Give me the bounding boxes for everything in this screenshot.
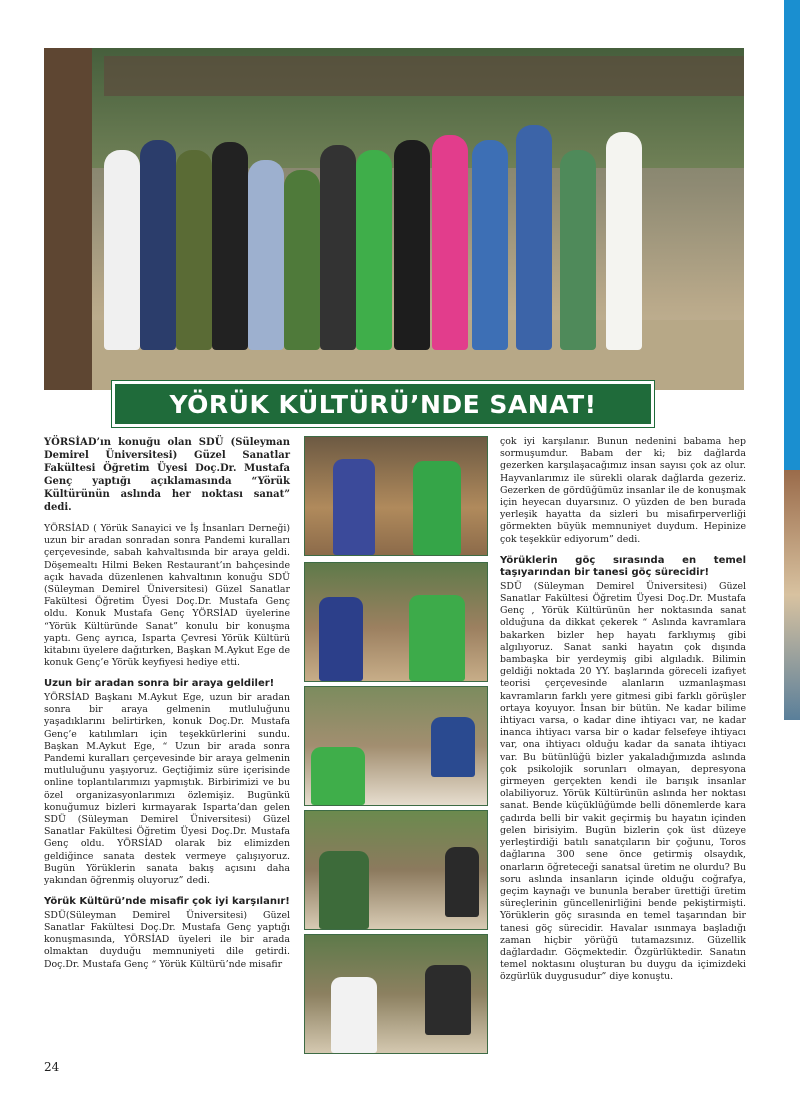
photo-person <box>104 150 140 350</box>
paragraph: SDÜ(Süleyman Demirel Üniversitesi) Güzel Sanatlar Fakültesi Doç.Dr. Mustafa Genç yaptığı konuşmasında, YÖRSİAD üyeleri ile bir arada olmaktan duyduğu memnuniyeti dile getirdi. Doç.Dr. Mustafa Genç “ Yörük Kültürü’nde misafir <box>44 909 290 970</box>
photo-person <box>176 150 212 350</box>
photo-person <box>432 135 468 350</box>
page-number: 24 <box>44 1060 60 1074</box>
photo-person <box>356 150 392 350</box>
photo-person <box>140 140 176 350</box>
subheading: Yörüklerin göç sırasında en temel taşıyarından bir tanesi göç sürecidir! <box>500 554 746 579</box>
photo-awning <box>104 56 744 96</box>
article-title: YÖRÜK KÜLTÜRÜ’NDE SANAT! <box>169 389 597 419</box>
paragraph: YÖRSİAD Başkanı M.Aykut Ege, uzun bir aradan sonra bir araya gelmenin mutluluğunu yaşadıklarını belirtirken, konuk Doç.Dr. Mustafa Genç’e katılımları için teşekkürlerini sundu. Başkan M.Aykut Ege, “ Uzun bir arada sonra Pandemi kuralları çerçevesinde bir araya gelmenin mutluluğunu yaşıyoruz. Geçtiğimiz süre içerisinde online toplantılarımızı yapmıştık. Birbirimizi ve bu özel organizasyonlarımızı özlemişiz. Bugünkü konuğumuz bizleri kırmayarak Isparta’dan gelen SDÜ (Süleyman Demirel Üniversitesi) Güzel Sanatlar Fakültesi Öğretim Üyesi Doç.Dr. Mustafa Genç oldu. YÖRSİAD olarak biz elimizden geldiğince sanata destek vermeye çalışıyoruz. Bugün Yörüklerin sanata bakış açısını daha yakından öğrenmiş oluyoruz” dedi. <box>44 691 290 886</box>
photo-person <box>472 140 508 350</box>
photo-person <box>516 125 552 350</box>
photo-person <box>394 140 430 350</box>
paragraph: YÖRSİAD ( Yörük Sanayici ve İş İnsanları Derneği) uzun bir aradan sonradan sonra Pandemi kuralları çerçevesinde, sabah kahvaltısında bir araya geldi. Döşemealtı Hilmi Beken Restaurant’ın bahçesinde açık havada düzenlenen kahvaltının konuğu SDÜ (Süleyman Demirel Üniversitesi) Güzel Sanatlar Fakültesi Öğretim Üyesi Doç.Dr. Mustafa Genç oldu. Konuk Mustafa Genç YÖRSİAD üyelerine “Yörük Kültüründe Sanat” konulu bir konuşma yaptı. Genç ayrıca, Isparta Çevresi Yörük Kültürü kitabını üyelere dağıtırken, Başkan M.Aykut Ege de konuk Genç’e Yörük keyfiyesi hediye etti. <box>44 523 290 669</box>
hero-group-photo <box>44 48 744 390</box>
right-text-column <box>500 436 746 993</box>
photo-person <box>606 132 642 350</box>
photo-breakfast-table-2 <box>304 810 488 930</box>
photo-person <box>284 170 320 350</box>
paragraph: çok iyi karşılanır. Bunun nedenini babama hep sormuşumdur. Babam der ki; biz dağlarda gezerken karşılaşacağımız insan sayısı çok az olur. Hayvanlarımız ile sürekli olarak dağlarda gezeriz. Gezerken de gördüğümüz insanlar ile de konuşmak için heyecan duyarsınız. O yüzden de ben burada yerleşik hayatta da sizleri bu misafirperverliği görmekten büyük memnuniyet duydum. Hepinize çok teşekkür ediyorum” dedi. <box>500 436 746 545</box>
side-photo-strip <box>784 470 800 720</box>
photo-person <box>320 145 356 350</box>
subheading: Uzun bir aradan sonra bir araya geldiler! <box>44 678 275 690</box>
left-text-column <box>44 436 290 980</box>
photo-speakers-seated <box>304 562 488 682</box>
paragraph: SDÜ (Süleyman Demirel Üniversitesi) Güzel Sanatlar Fakültesi Öğretim Üyesi Doç.Dr. Mustafa Genç , Yörük Kültürünün her noktasında sanat olduğuna da dikkat çekerek “ Aslında kavramlara bakarken bizler hep hayatı farklıymış gibi algılıyoruz. Sanat sanki hayatın çok dışında bambaşka bir yerdeymiş gibi algıladık. Bilimin geldiği noktada 20 YY. başlarında göreceli izafiyet teorisi çerçevesinde alanların uzmanlaşması kavramların farklı yere gitmesi gibi farklı görüşler ortaya koyuyor. İnsan bir bütün. Ne kadar bilime ihtiyacı varsa, o kadar dine ihtiyacı var, ne kadar inanca ihtiyacı varsa bir o kadar felsefeye ihtiyacı var, ona ihtiyacı olduğu kadar da sanata ihtiyacı var. Bu bütünlüğü bizler yakaladığımızda aslında çok psikolojik sorunları olmayan, depresyona girmeyen gerçekten kendi ile barışık insanlar olabiliyoruz. Yörük Kültürünün aslında her noktası sanat. Bende küçüklüğümde belli dönemlerde kara çadırda belli bir vakit geçirmiş bu hayatın içinden gelen birisiyim. Bugün bizlerin çok üst düzeye yerleştirdiği batılı sanatçıların bir çoğunu, Toros dağlarına 300 sene önce getirmiş olsaydık, onarların öğreteceği sanatsal üretim ne olurdu? Bu soru aslında insanların içinde olduğu coğrafya, geçim kaynağı ve bununla beraber ürettiği üretim süreçlerinin güncellenirliğini bende pekiştirmişti. Yörüklerin göç sırasında en temel taşarından bir tanesi göç sürecidir. Havalar ısınmaya başladığı zaman hiçbir yörüğü tutamazsınız. Güzellik dağlardadır. Göçmektedir. Özgürlüktedir. Sanatın temel noktasını oluşturan bu duygu da içimizdeki özgürlük duygusudur” diye konuştu. <box>500 580 746 983</box>
article-lead: YÖRSİAD’ın konuğu olan SDÜ (Süleyman Demirel Üniversitesi) Güzel Sanatlar Fakültesi Öğretim Üyesi Doç.Dr. Mustafa Genç yaptığı açıklamasında “Yörük Kültürünün aslında her noktası sanat” dedi. <box>44 437 290 513</box>
photo-breakfast-table-3 <box>304 934 488 1054</box>
photo-person <box>560 150 596 350</box>
photo-person <box>248 160 284 350</box>
photo-breakfast-table-1 <box>304 686 488 806</box>
photo-tree-trunk <box>44 48 92 390</box>
subheading: Yörük Kültürü’nde misafir çok iyi karşılanır! <box>44 896 290 908</box>
article-title-banner <box>112 381 654 427</box>
photo-book-gift <box>304 436 488 556</box>
photo-person <box>212 142 248 350</box>
